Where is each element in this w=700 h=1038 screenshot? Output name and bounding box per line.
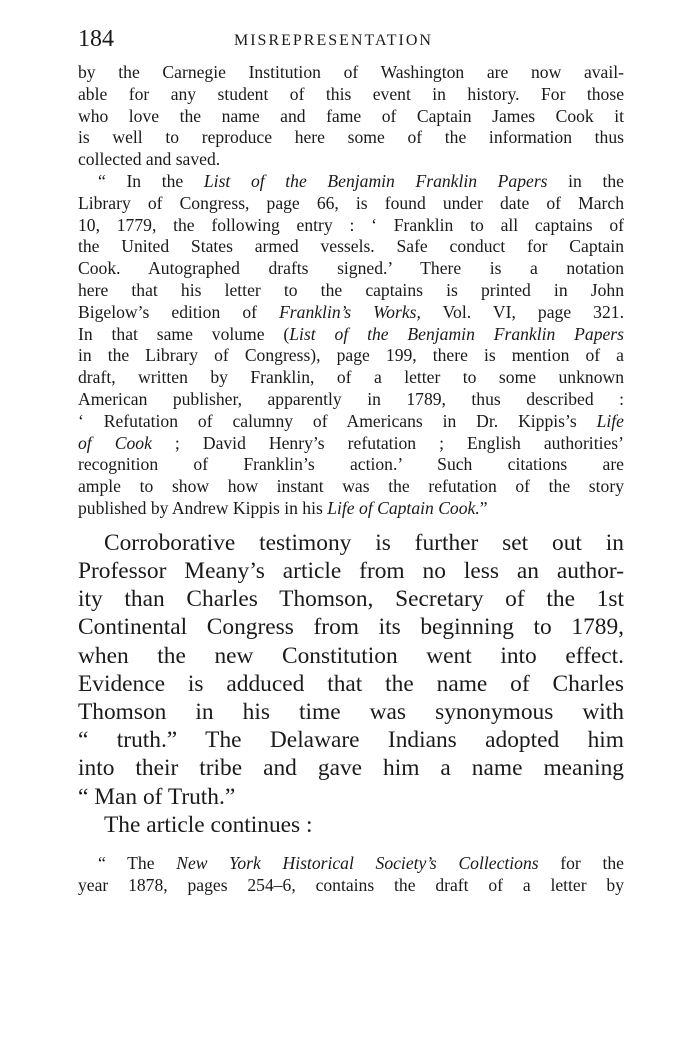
- text-line: who love the name and fame of Captain James Cook it: [78, 105, 624, 126]
- text-line: Thomson in his time was synonymous with: [78, 698, 624, 725]
- text-line: able for any student of this event in history. For those: [78, 83, 624, 104]
- text-line: “ Man of Truth.”: [78, 783, 236, 810]
- text-line: 10, 1779, the following entry : ‘ Franklin to all captains of: [78, 214, 624, 235]
- text-line: In that same volume (List of the Benjamin Franklin Papers: [78, 323, 624, 344]
- text-line: ample to show how instant was the refutation of the story: [78, 476, 624, 497]
- text-line: “ The New York Historical Society’s Collections for the: [98, 852, 624, 873]
- text-line: Cook. Autographed drafts signed.’ There is a notation: [78, 258, 624, 279]
- page-number: 184: [78, 26, 114, 52]
- italic-title: Franklin’s Works,: [279, 301, 421, 322]
- paragraph-article-continues: [78, 811, 624, 839]
- italic-title: List of the Benjamin Franklin Papers: [289, 323, 624, 344]
- italic-title: Life: [596, 410, 624, 431]
- text-line: Continental Congress from its beginning to 1789,: [78, 614, 624, 641]
- text-line: by the Carnegie Institution of Washington are now avail-: [78, 62, 624, 82]
- paragraph-continued: [78, 62, 624, 171]
- text-line: recognition of Franklin’s action.’ Such citations are: [78, 454, 624, 475]
- text-line: into their tribe and gave him a name meaning: [78, 755, 624, 782]
- text-line: the United States armed vessels. Safe conduct for Captain: [78, 236, 624, 257]
- text-line: The article continues :: [104, 811, 313, 838]
- text-line: is well to reproduce here some of the information thus: [78, 127, 624, 148]
- paragraph-thomson: [78, 529, 624, 811]
- page-header: [78, 24, 624, 60]
- quotation-franklin-papers: [78, 171, 624, 520]
- text-line: Bigelow’s edition of Franklin’s Works, Vol. VI, page 321.: [78, 301, 624, 322]
- text-line: collected and saved.: [78, 149, 221, 170]
- text-line: draft, written by Franklin, of a letter to some unknown: [78, 367, 624, 388]
- text-line: published by Andrew Kippis in his Life of Captain Cook.”: [78, 497, 488, 518]
- text-line: ‘ Refutation of calumny of Americans in Dr. Kippis’s Life: [78, 410, 624, 431]
- italic-title: of Cook: [78, 432, 152, 453]
- text-line: in the Library of Congress), page 199, there is mention of a: [78, 345, 624, 366]
- text-line: of Cook ; David Henry’s refutation ; English authorities’: [78, 432, 624, 453]
- text-line: Corroborative testimony is further set out in: [104, 529, 624, 556]
- text-line: American publisher, apparently in 1789, thus described :: [78, 388, 624, 409]
- quotation-new-york-historical-society: [78, 853, 624, 897]
- text-line: year 1878, pages 254–6, contains the draft of a letter by: [78, 874, 624, 895]
- book-page: [78, 24, 624, 897]
- text-line: here that his letter to the captains is printed in John: [78, 279, 624, 300]
- italic-title: Life of Captain Cook.: [327, 497, 480, 518]
- text-line: ity than Charles Thomson, Secretary of the 1st: [78, 586, 624, 613]
- text-line: Professor Meany’s article from no less an author-: [78, 557, 624, 584]
- text-line: Library of Congress, page 66, is found under date of March: [78, 192, 624, 213]
- italic-title: List of the Benjamin Franklin Papers: [203, 170, 548, 191]
- text-line: Evidence is adduced that the name of Charles: [78, 670, 624, 697]
- text-line: when the new Constitution went into effect.: [78, 642, 624, 669]
- text-line: “ truth.” The Delaware Indians adopted him: [78, 727, 624, 754]
- running-head: MISREPRESENTATION: [234, 32, 433, 49]
- italic-title: New York Historical Society’s Collections: [176, 852, 539, 873]
- text-line: “ In the List of the Benjamin Franklin Papers in the: [98, 170, 624, 191]
